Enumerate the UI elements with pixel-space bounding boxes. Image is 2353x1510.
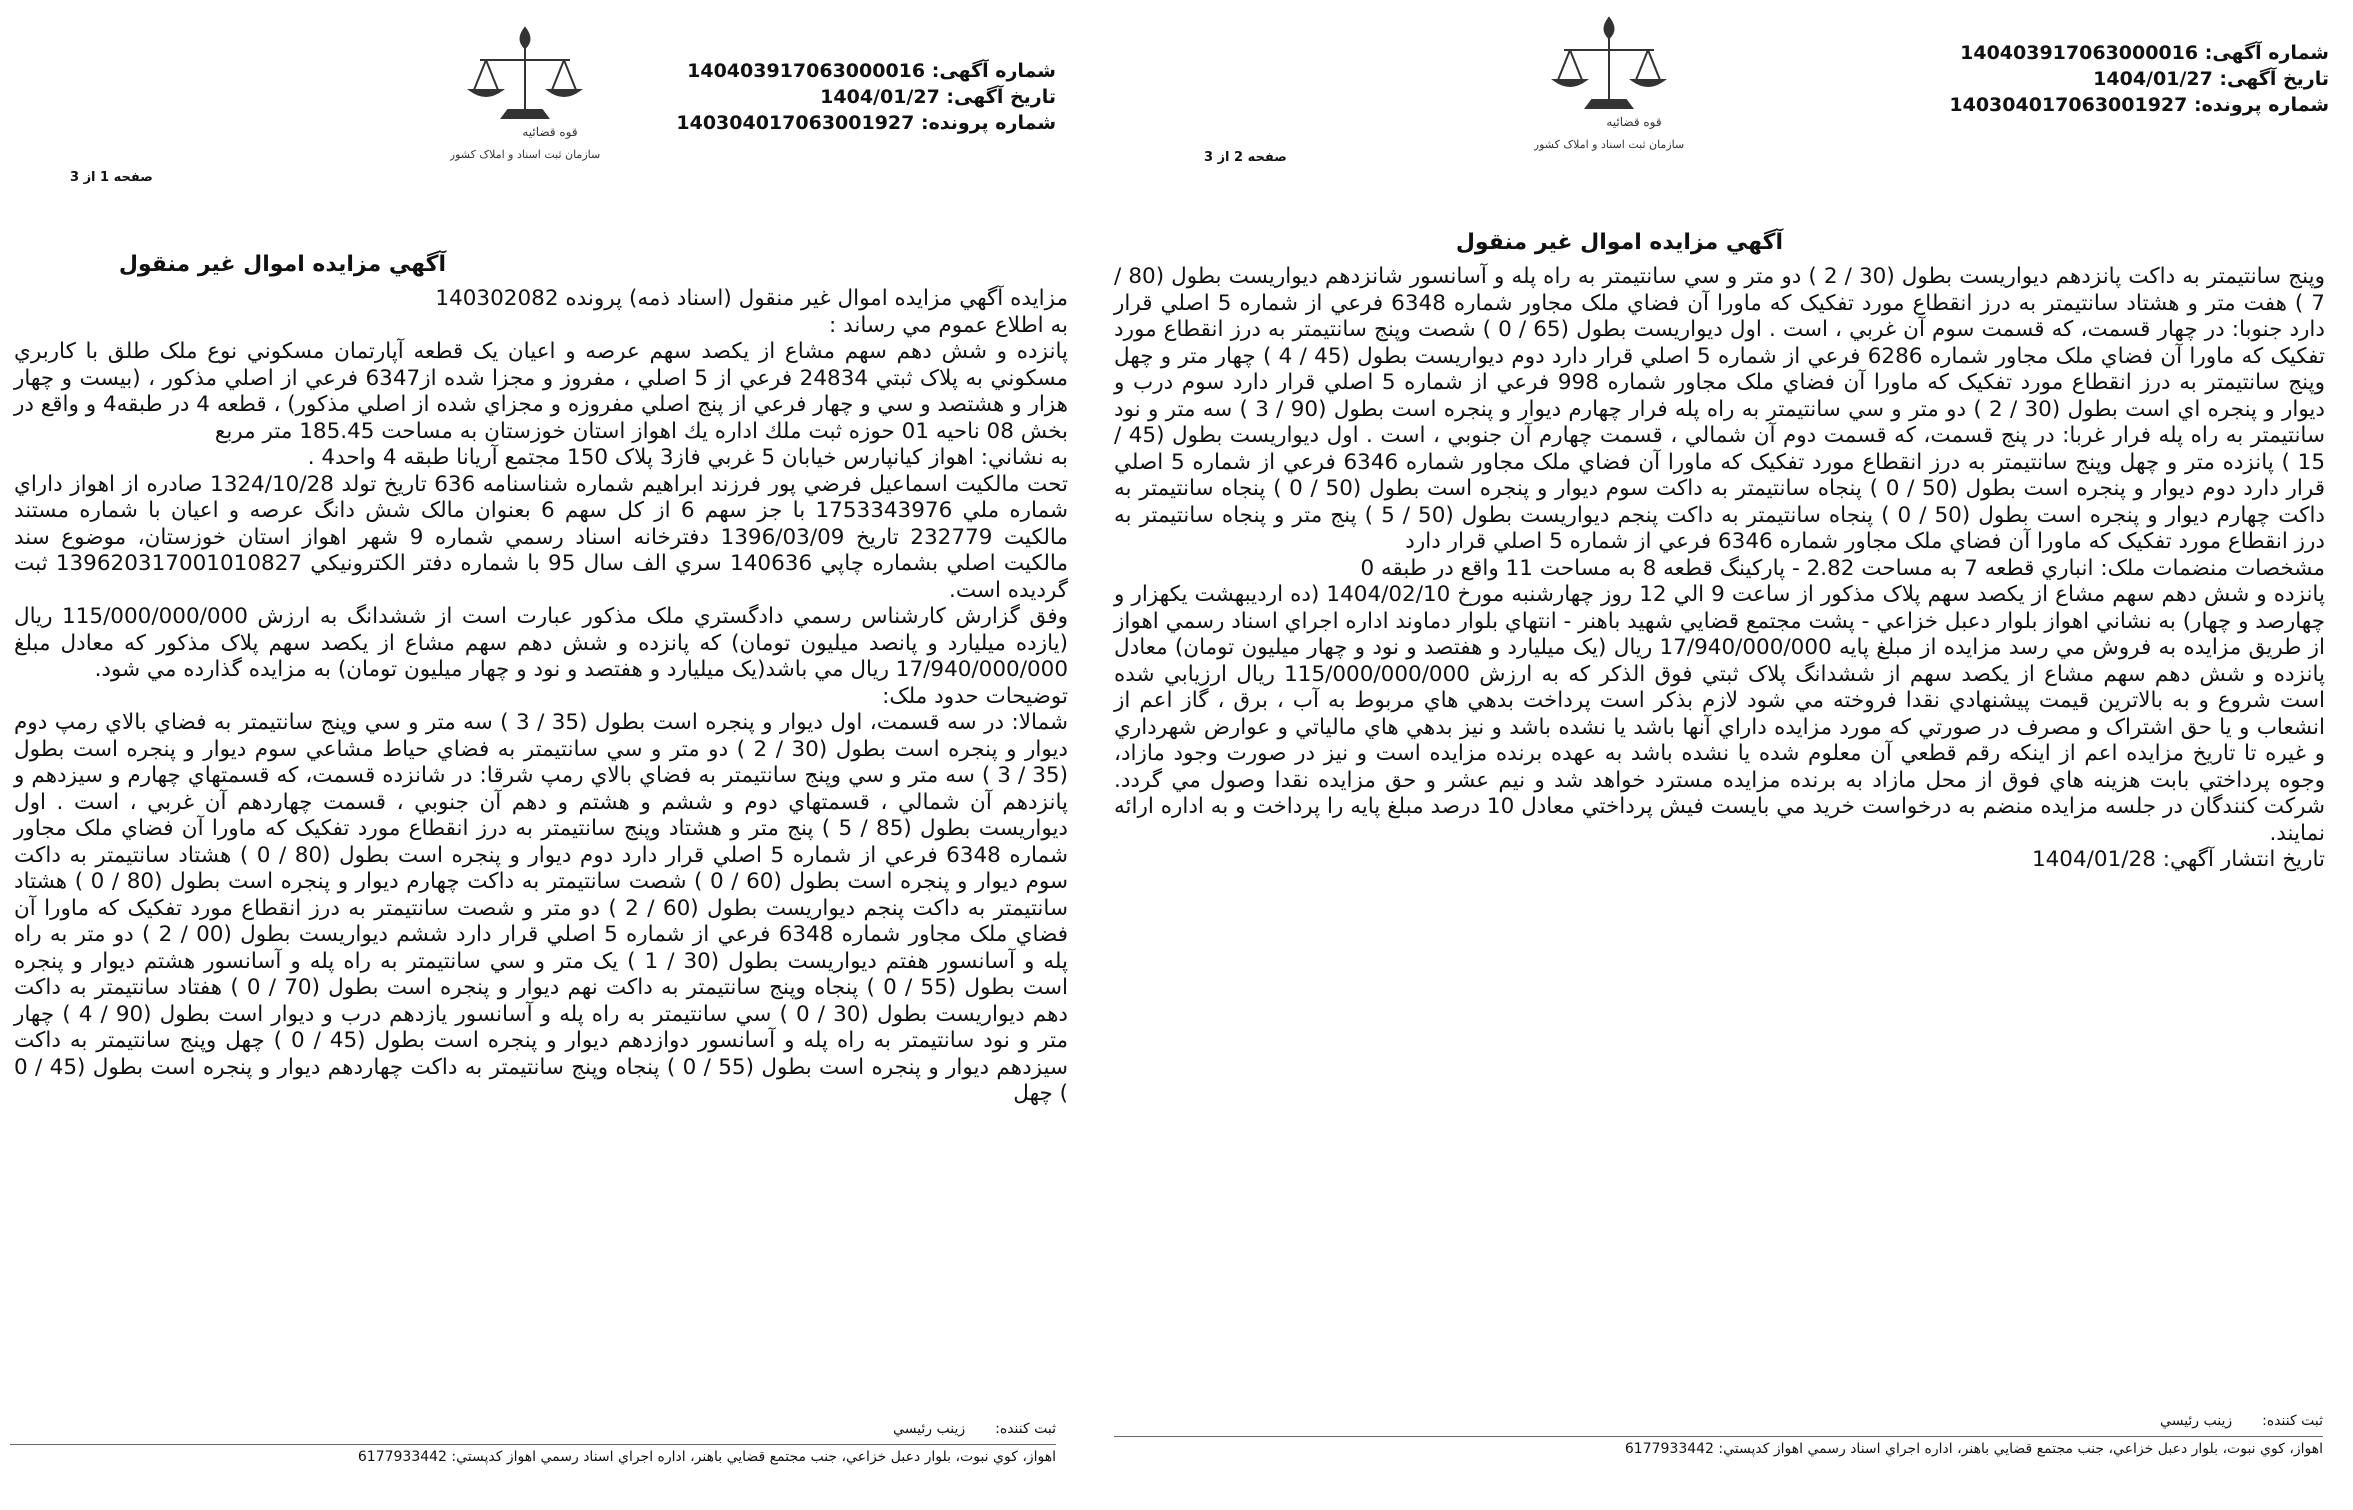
case-number-label: شماره پرونده: bbox=[2193, 94, 2329, 116]
ad-number-label: شماره آگهی: bbox=[931, 60, 1056, 82]
office-address: اهواز، كوي نبوت، بلوار دعبل خزاعي، جنب مجتمع قضايي باهنر، اداره اجراي اسناد رسمي اهواز كدپستي: 6177933442 bbox=[357, 1449, 1056, 1465]
ad-date-label: تاريخ آگهی: bbox=[2219, 68, 2329, 90]
notice-page-2 bbox=[1094, 0, 2353, 1510]
body-paragraph: پانزده و شش دهم سهم مشاع از يکصد سهم عرصه و اعيان يک قطعه آپارتمان مسکوني نوع ملک طلق با کاربري مسکوني به پلاک ثبتي 24834 فرعي از 5 اصلي ، مفروز و مجزا شده از6347 فرعي از اصلي مذکور ، (بيست و چهار هزار و هشتصد و سي و چهار فرعي از پنج اصلي مفروزه و مجزاي شده از اصلي مذکور) ، قطعه 4 در طبقه4 و واقع در بخش 08 ناحيه 01 حوزه ثبت ملك اداره يك اهواز استان خوزستان به مساحت 185.45 متر مربع bbox=[14, 339, 1069, 444]
body-paragraph: مشخصات منضمات ملک: انباري قطعه 7 به مساحت 2.82 - پارکينگ قطعه 8 به مساحت 11 واقع در طبقه 0 bbox=[1360, 555, 2325, 581]
case-number: 140304017063001927 bbox=[676, 112, 915, 134]
emblem-caption-line1: قوه قضائیه bbox=[522, 125, 578, 139]
body-paragraph: تحت مالکيت اسماعيل فرضي پور فرزند ابراهيم شماره شناسنامه 636 تاريخ تولد 1324/10/28 صادره از اهواز داراي شماره ملي 1753343976 با جز سهم 6 از کل سهم 6 بعنوان مالک شش دانگ عرصه و اعيان با شماره مستند مالکيت 232779 تاريخ 1396/03/09 دفترخانه اسناد رسمي شماره 9 شهر اهواز استان خوزستان، موضوع سند مالکيت اصلي بشماره چاپي 140636 سري الف سال 95 با شماره دفتر الکترونيکي 139620317001010827 ثبت گرديده است. bbox=[14, 471, 1068, 603]
footer-divider bbox=[10, 1444, 1056, 1445]
page-number: صفحه 2 از 3 bbox=[1204, 150, 1287, 165]
emblem-caption-line2: سازمان ثبت اسناد و املاک کشور bbox=[1534, 138, 1684, 151]
office-address: اهواز، كوي نبوت، بلوار دعبل خزاعي، جنب مجتمع قضايي باهنر، اداره اجراي اسناد رسمي اهواز كدپستي: 6177933442 bbox=[1624, 1441, 2323, 1457]
notice-title: آگهي مزايده اموال غير منقول bbox=[118, 252, 446, 277]
notice-meta bbox=[1949, 40, 2329, 118]
judiciary-emblem-icon bbox=[450, 18, 600, 168]
notice-body bbox=[14, 286, 1068, 1108]
body-paragraph: وفق گزارش کارشناس رسمي دادگستري ملک مذکور عبارت است از ششدانگ به ارزش 115/000/000/000 ريال (يازده ميليارد و پانصد ميليون تومان) که پانزده و شش دهم سهم مشاع از يکصد سهم پلاک مذکور که معادل مبلغ 17/940/000/000 ريال مي باشد(يک ميليارد و هفتصد و نود و چهار ميليون تومان) به مزايده گذارده مي شود. bbox=[14, 604, 1068, 682]
recorder-label: ثبت كننده: bbox=[2262, 1413, 2323, 1429]
publication-date: تاريخ انتشار آگهي: 1404/01/28 bbox=[2031, 847, 2325, 872]
case-number-label: شماره پرونده: bbox=[920, 112, 1056, 134]
body-paragraph: وپنج سانتيمتر به داکت پانزدهم ديواريست بطول (30 / 2 ) دو متر و سي سانتيمتر به راه پله و آسانسور شانزدهم ديواريست بطول (80 / 7 ) هفت متر و هشتاد سانتيمتر به درز انقطاع مورد تفکيک که ماورا آن فضاي ملک مجاور شماره 6348 فرعي از شماره 5 اصلي قرار دارد جنوبا: در چهار قسمت، که قسمت سوم آن غربي ، است . اول ديواريست بطول (65 / 0 ) شصت وپنج سانتيمتر به درز انقطاع مورد تفکيک که ماورا آن فضاي ملک مجاور شماره 6286 فرعي از شماره 5 اصلي قرار دارد دوم ديواريست بطول (45 / 4 ) چهار متر و چهل وپنج سانتيمتر به درز انقطاع مورد تفکيک که ماورا آن فضاي ملک مجاور شماره 998 فرعي از شماره 5 اصلي قرار دارد سوم درب و ديوار و پنجره اي است بطول (30 / 2 ) دو متر و سي سانتيمتر به راه پله فرار چهارم ديوار و پنجره است بطول (90 / 3 ) سه متر و نود سانتيمتر به راه پله فرار غربا: در پنج قسمت، که قسمت دوم آن شمالي ، قسمت چهارم آن جنوبي ، است . اول ديواريست بطول (45 / 15 ) پانزده متر و چهل وپنج سانتيمتر به درز انقطاع مورد تفکيک که ماورا آن فضاي ملک مجاور شماره 6346 فرعي از شماره 5 اصلي قرار دارد دوم ديوار و پنجره است بطول (50 / 0 ) پنجاه سانتيمتر به داکت سوم ديوار و پنجره است بطول (50 / 0 ) پنجاه سانتيمتر به داکت چهارم ديوار و پنجره است بطول (50 / 0 ) پنجاه سانتيمتر به داکت پنجم ديواريست بطول (50 / 5 ) پنج متر و پنجاه سانتيمتر به درز انقطاع مورد تفکيک که ماورا آن فضاي ملک مجاور شماره 6346 فرعي از شماره 5 اصلي قرار دارد bbox=[1114, 264, 2326, 554]
ad-number-label: شماره آگهی: bbox=[2204, 42, 2329, 64]
notice-footer bbox=[1114, 1410, 2323, 1460]
body-paragraph: به اطلاع عموم مي رساند : bbox=[829, 312, 1068, 338]
notice-footer bbox=[60, 1418, 1056, 1468]
recorder-name: زينب رئيسي bbox=[2160, 1413, 2233, 1429]
ad-number: 140403917063000016 bbox=[687, 60, 926, 82]
notice-meta bbox=[676, 58, 1056, 136]
emblem-caption-line1: قوه قضائیه bbox=[1606, 115, 1662, 129]
body-paragraph: به نشاني: اهواز کيانپارس خيابان 5 غربي فاز3 پلاک 150 مجتمع آريانا طبقه 4 واحد4 . bbox=[307, 445, 1068, 470]
case-number: 140304017063001927 bbox=[1949, 94, 2188, 116]
body-paragraph: مزايده آگهي مزايده اموال غير منقول (اسناد ذمه) پرونده 140302082 bbox=[435, 286, 1068, 311]
emblem-caption-line2: سازمان ثبت اسناد و املاک کشور bbox=[450, 148, 600, 161]
footer-divider bbox=[1114, 1436, 2323, 1437]
ad-date: 1404/01/27 bbox=[2093, 68, 2213, 90]
notice-title: آگهي مزايده اموال غير منقول bbox=[1455, 230, 1783, 255]
notice-body bbox=[1114, 264, 2325, 874]
body-paragraph: شمالا: در سه قسمت، اول ديوار و پنجره است بطول (35 / 3 ) سه متر و سي وپنج سانتيمتر به فضاي بالاي رمپ دوم ديوار و پنجره است بطول (30 / 2 ) دو متر و سي سانتيمتر به فضاي حياط مشاعي سوم ديوار و پنجره است بطول (35 / 3 ) سه متر و سي وپنج سانتيمتر به فضاي بالاي رمپ شرقا: در شانزده قسمت، که قسمتهاي چهارم و سيزدهم و پانزدهم آن شمالي ، قسمتهاي دوم و ششم و هشتم و دهم آن جنوبي ، قسمت چهاردهم آن غربي ، است . اول ديواريست بطول (85 / 5 ) پنج متر و هشتاد وپنج سانتيمتر به درز انقطاع مورد تفکيک که ماورا آن فضاي ملک مجاور شماره 6348 فرعي از شماره 5 اصلي قرار دارد دوم ديوار و پنجره است بطول (80 / 0 ) هشتاد سانتيمتر به داکت سوم ديوار و پنجره است بطول (60 / 0 ) شصت سانتيمتر به داکت چهارم ديوار و پنجره است بطول (80 / 0 ) هشتاد سانتيمتر به داکت پنجم ديواريست بطول (60 / 2 ) دو متر و شصت سانتيمتر به درز انقطاع مورد تفکيک که ماورا آن فضاي ملک مجاور شماره 6348 فرعي از شماره 5 اصلي قرار دارد ششم ديواريست بطول (00 / 2 ) دو متر به راه پله و آسانسور هفتم ديواريست بطول (30 / 1 ) يک متر و سي سانتيمتر به راه پله و آسانسور هشتم ديوار و پنجره است بطول (55 / 0 ) پنجاه وپنج سانتيمتر به داکت نهم ديوار و پنجره است بطول (70 / 0 ) هفتاد سانتيمتر به داکت دهم ديواريست بطول (30 / 0 ) سي سانتيمتر به راه پله و آسانسور يازدهم درب و ديوار است بطول (90 / 4 ) چهار متر و نود سانتيمتر به راه پله و آسانسور دوازدهم ديوار و پنجره است بطول (45 / 0 ) چهل وپنج سانتيمتر به داکت سيزدهم ديوار و پنجره است بطول (55 / 0 ) پنجاه وپنج سانتيمتر به داکت چهاردهم ديوار و پنجره است بطول (45 / 0 ) چهل bbox=[14, 710, 1069, 1106]
body-paragraph: توضيحات حدود ملک: bbox=[882, 683, 1068, 709]
ad-date: 1404/01/27 bbox=[820, 86, 940, 108]
notice-page-1 bbox=[0, 0, 1086, 1510]
ad-date-label: تاريخ آگهی: bbox=[946, 86, 1056, 108]
judiciary-emblem-icon bbox=[1534, 8, 1684, 158]
page-number: صفحه 1 از 3 bbox=[70, 170, 153, 185]
ad-number: 140403917063000016 bbox=[1960, 42, 2199, 64]
recorder-name: زينب رئيسي bbox=[893, 1421, 966, 1437]
recorder-label: ثبت كننده: bbox=[995, 1421, 1056, 1437]
body-paragraph: پانزده و شش دهم سهم مشاع از يکصد سهم پلاک مذکور از ساعت 9 الي 12 روز چهارشنبه مورخ 1404/02/10 (ده ارديبهشت يکهزار و چهارصد و چهار) به نشاني اهواز بلوار دعبل خزاعي - پشت مجتمع قضايي شهيد باهنر - انتهاي بلوار دماوند اداره اجراي اسناد رسمي اهواز از طريق مزايده به فروش مي رسد مزايده از مبلغ پايه 17/940/000/000 ريال (يک ميليارد و هفتصد و نود و چهار ميليون تومان) معادل پانزده و شش دهم سهم مشاع از يکصد سهم از ششدانگ پلاک ثبتي فوق الذکر که به ارزش 115/000/000/000 ريال ارزيابي شده است شروع و به بالاترين قيمت پيشنهادي نقدا فروخته مي شود لازم بذکر است پرداخت بدهي هاي مربوط به آب ، برق ، گاز اعم از انشعاب و يا حق اشتراک و مصرف در صورتي که مورد مزايده داراي آنها باشد يا نشده باشد و نيز بدهي هاي مالياتي و عوارض شهرداري و غيره تا تاريخ مزايده اعم از اينکه رقم قطعي آن معلوم شده يا نشده باشد به عهده برنده مزايده است و نيز در صورت وجود مازاد، وجوه پرداختي بابت هزينه هاي فوق از محل مازاد به برنده مزايده مسترد خواهد شد و نيم عشر و حق مزايده نقدا وصول مي گردد. شرکت کنندگان در جلسه مزايده منضم به درخواست خريد مي بايست فيش پرداختي معادل 10 درصد مبلغ پايه را پرداخت و به اداره ارائه نمايند. bbox=[1114, 582, 2326, 846]
